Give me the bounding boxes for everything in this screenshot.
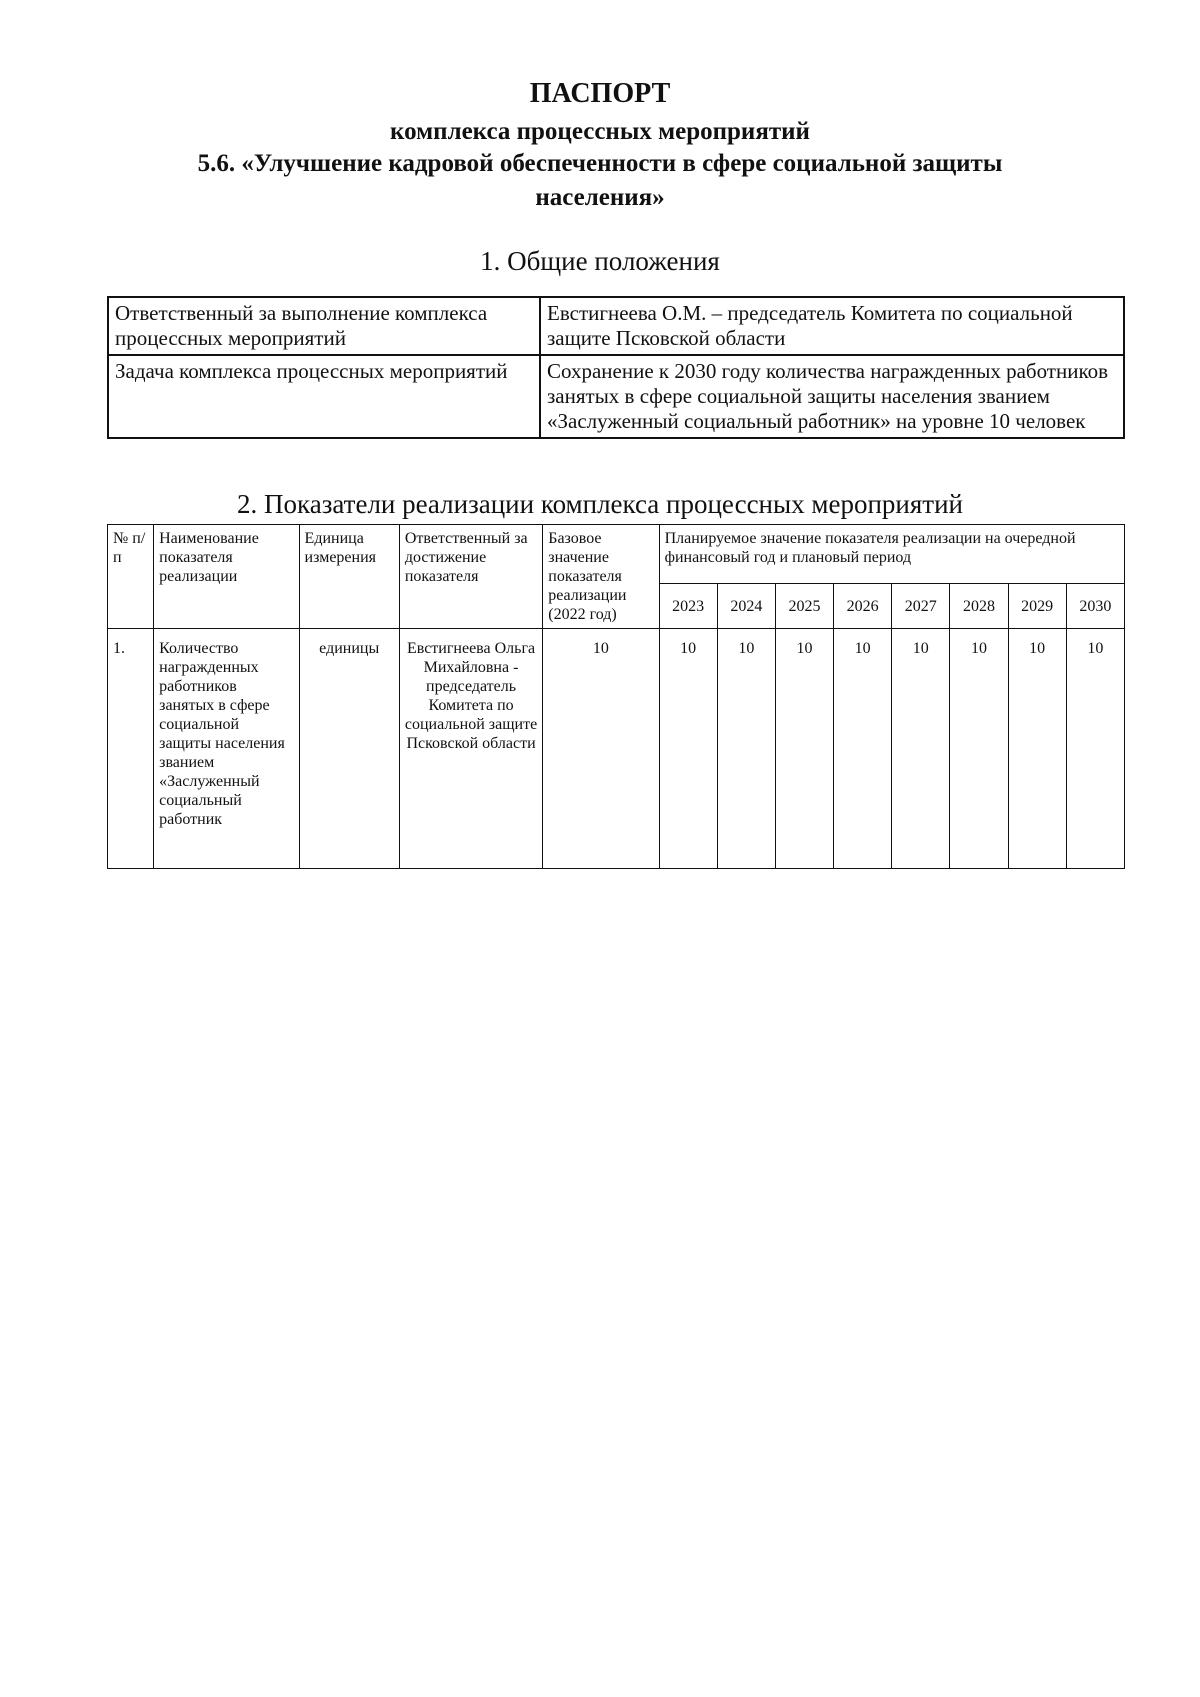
row-value: 10 <box>950 629 1008 869</box>
doc-program-name-cont: населения» <box>535 184 665 211</box>
year-header: 2025 <box>775 584 833 629</box>
year-header: 2027 <box>892 584 950 629</box>
task-label: Задача комплекса процессных мероприятий <box>108 355 540 438</box>
doc-program-name: 5.6. «Улучшение кадровой обеспеченности в сфере социальной защиты <box>197 150 1003 177</box>
header-unit: Единица измерения <box>299 525 399 629</box>
table-header-row <box>108 525 1125 584</box>
header-base: Базовое значение показателя реализации (2022 год) <box>543 525 659 629</box>
header-name: Наименование показателя реализации <box>154 525 299 629</box>
row-value: 10 <box>659 629 717 869</box>
row-value: 10 <box>717 629 775 869</box>
row-unit: единицы <box>299 629 399 869</box>
section2-heading: 2. Показатели реализации комплекса процессных мероприятий <box>237 489 963 519</box>
table-row <box>108 355 1124 438</box>
year-header: 2026 <box>834 584 892 629</box>
row-value: 10 <box>892 629 950 869</box>
indicators-table <box>107 524 1125 869</box>
row-num: 1. <box>108 629 154 869</box>
row-responsible: Евстигнеева Ольга Михайловна - председатель Комитета по социальной защите Псковской области <box>399 629 542 869</box>
doc-subtitle: комплекса процессных мероприятий <box>390 118 810 145</box>
section1-heading: 1. Общие положения <box>480 246 720 276</box>
year-header: 2028 <box>950 584 1008 629</box>
year-header: 2030 <box>1066 584 1124 629</box>
general-provisions-table <box>107 296 1125 439</box>
row-value: 10 <box>1066 629 1124 869</box>
row-name: Количество награжденных работников занятых в сфере социальной защиты населения званием «Заслуженный социальный работник <box>154 629 299 869</box>
header-responsible: Ответственный за достижение показателя <box>399 525 542 629</box>
row-value: 10 <box>834 629 892 869</box>
table-row <box>108 297 1124 355</box>
year-header: 2023 <box>659 584 717 629</box>
responsible-value: Евстигнеева О.М. – председатель Комитета по социальной защите Псковской области <box>540 297 1124 355</box>
task-value: Сохранение к 2030 году количества награжденных работников занятых в сфере социальной защиты населения званием «Заслуженный социальный работник» на уровне 10 человек <box>540 355 1124 438</box>
row-value: 10 <box>1008 629 1066 869</box>
year-header: 2024 <box>717 584 775 629</box>
header-num: № п/п <box>108 525 154 629</box>
doc-title: ПАСПОРТ <box>529 78 671 109</box>
year-header: 2029 <box>1008 584 1066 629</box>
row-value: 10 <box>775 629 833 869</box>
header-planned: Планируемое значение показателя реализации на очередной финансовый год и плановый период <box>659 525 1124 584</box>
row-base: 10 <box>543 629 659 869</box>
table-row <box>108 629 1125 869</box>
responsible-label: Ответственный за выполнение комплекса процессных мероприятий <box>108 297 540 355</box>
